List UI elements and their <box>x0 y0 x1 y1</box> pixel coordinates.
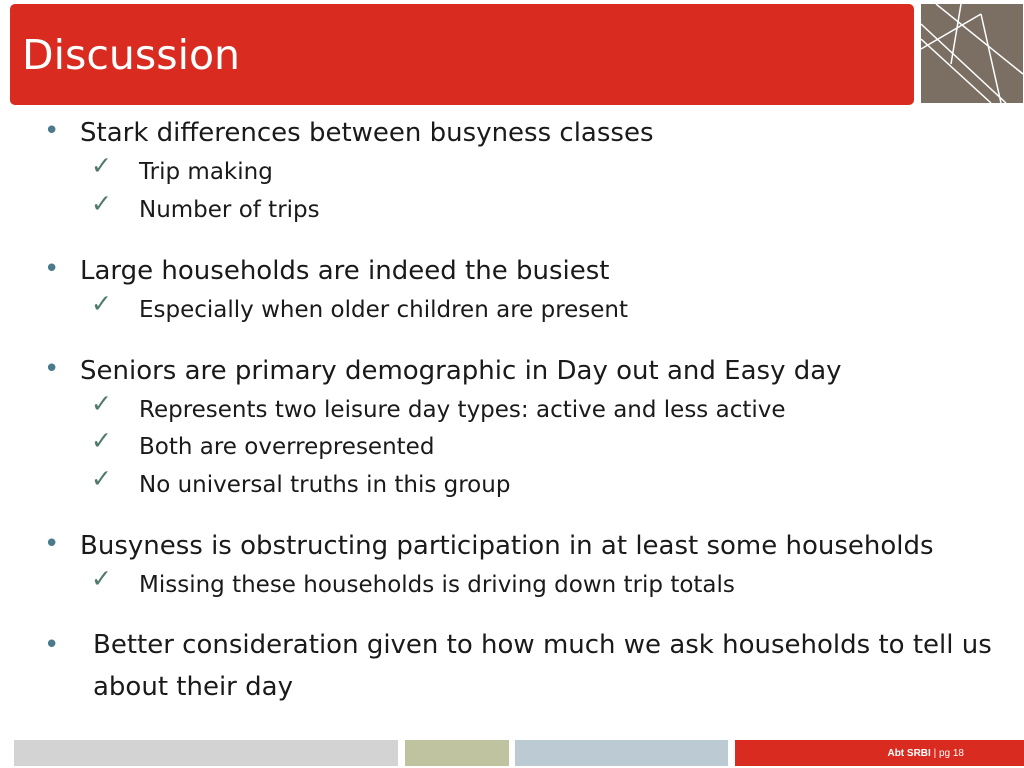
bullet-dot-icon: • <box>44 116 60 146</box>
bullet-3 <box>44 354 842 387</box>
sub-bullet-text: Trip making <box>139 159 273 185</box>
checkmark-icon: ✓ <box>91 389 112 418</box>
sub-bullet-text: Missing these households is driving down trip totals <box>139 572 735 598</box>
checkmark-icon: ✓ <box>91 189 112 218</box>
footer-bar-olive <box>405 740 509 766</box>
sub-bullet <box>91 289 629 324</box>
sub-bullet <box>91 464 511 499</box>
bullet-4 <box>44 529 934 562</box>
bullet-5 <box>44 624 993 708</box>
checkmark-icon: ✓ <box>91 426 112 455</box>
page-number: pg 18 <box>938 748 964 759</box>
sub-bullet-text: Number of trips <box>139 197 320 223</box>
bullet-5-text: Better consideration given to how much we ask households to tell us about their day <box>93 630 992 702</box>
sub-bullet <box>91 564 735 599</box>
sub-bullet-text: No universal truths in this group <box>139 472 511 498</box>
sub-bullet <box>91 389 786 424</box>
checkmark-icon: ✓ <box>91 151 112 180</box>
sub-bullet-text: Represents two leisure day types: active and less active <box>139 397 786 423</box>
checkmark-icon: ✓ <box>91 289 112 318</box>
bullet-2 <box>44 254 610 287</box>
sub-bullet <box>91 189 320 224</box>
bullet-1-text: Stark differences between busyness classes <box>80 118 654 148</box>
bullet-dot-icon: • <box>44 254 60 284</box>
sub-bullet-text: Especially when older children are present <box>139 297 629 323</box>
bullet-2-text: Large households are indeed the busiest <box>80 256 610 286</box>
checkmark-icon: ✓ <box>91 564 112 593</box>
bullet-4-text: Busyness is obstructing participation in at least some households <box>80 531 934 561</box>
bullet-3-text: Seniors are primary demographic in Day out and Easy day <box>80 356 842 386</box>
footer-bar-gray <box>14 740 398 766</box>
footer-bar-red <box>735 740 1024 766</box>
bullet-dot-icon: • <box>44 630 60 660</box>
slide-title: Discussion <box>22 31 241 79</box>
sub-bullet <box>91 151 273 186</box>
footer-text <box>887 748 964 759</box>
sub-bullet-text: Both are overrepresented <box>139 434 435 460</box>
checkmark-icon: ✓ <box>91 464 112 493</box>
footer-bar-blue <box>515 740 728 766</box>
footer-separator: | <box>930 748 939 759</box>
bullet-dot-icon: • <box>44 354 60 384</box>
sub-bullet <box>91 426 435 461</box>
bullet-dot-icon: • <box>44 529 60 559</box>
footer-brand: Abt SRBI <box>887 748 931 759</box>
bullet-1 <box>44 116 654 149</box>
